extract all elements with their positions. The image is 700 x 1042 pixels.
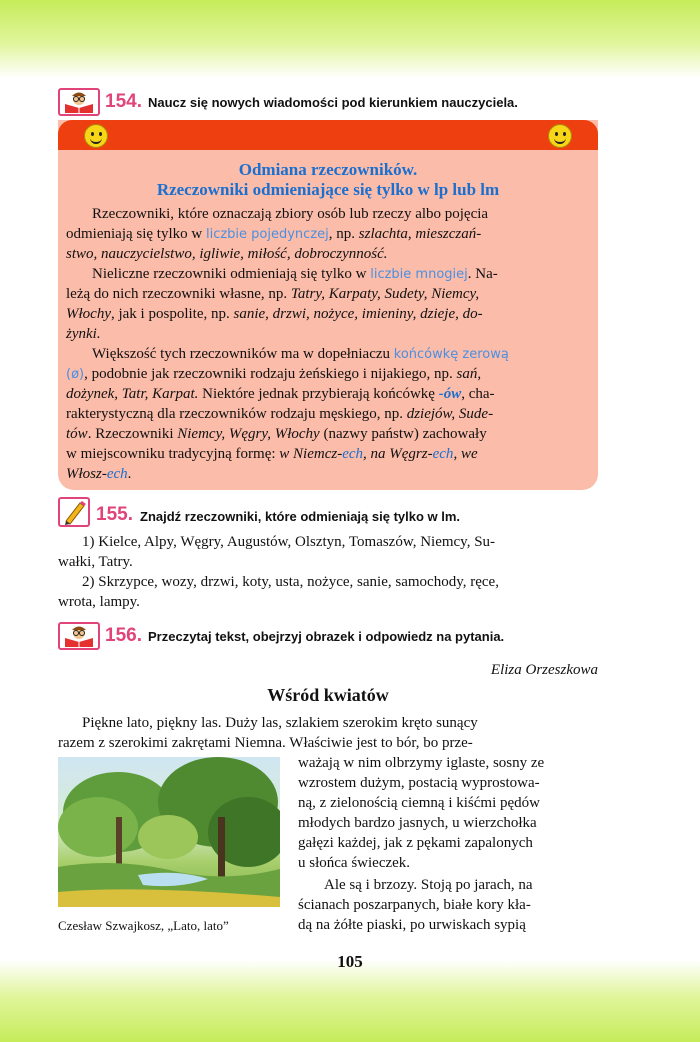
text-line: u słońca świeczek. bbox=[298, 855, 411, 871]
rule-text-line: stwo, nauczycielstwo, igliwie, miłość, dobroczynność. bbox=[66, 246, 388, 262]
text-line: Piękne lato, piękny las. Duży las, szlakiem szerokim kręto sunący bbox=[82, 715, 478, 731]
exercise-number: 154. bbox=[105, 91, 142, 112]
rule-header-bar bbox=[58, 120, 598, 150]
rule-title-line2: Rzeczowniki odmieniające się tylko w lp lub lm bbox=[156, 180, 500, 199]
text-title: Wśród kwiatów bbox=[267, 685, 389, 705]
bottom-green-band bbox=[0, 960, 700, 1042]
exercise-line: wałki, Tatry. bbox=[58, 554, 133, 570]
exercise-number: 155. bbox=[96, 504, 133, 525]
rule-text-line: Włochy, jak i pospolite, np. sanie, drzwi, nożyce, imieniny, dzieje, do- bbox=[66, 306, 483, 322]
rule-text-line: Rzeczowniki, które oznaczają zbiory osób lub rzeczy albo pojęcia bbox=[92, 206, 489, 222]
text-line: wzrostem dużym, postacią wyprostowa- bbox=[298, 775, 540, 791]
rule-text-line: dożynek, Tatr, Karpat. Niektóre jednak przybierają końcówkę -ów, cha- bbox=[66, 386, 495, 402]
exercise-line: 1) Kielce, Alpy, Węgry, Augustów, Olsztyn, Tomaszów, Niemcy, Su- bbox=[82, 534, 496, 550]
rule-text-line: Nieliczne rzeczowniki odmieniają się tylko w liczbie mnogiej. Na- bbox=[92, 266, 498, 282]
exercise-instruction: Przeczytaj tekst, obejrzyj obrazek i odpowiedz na pytania. bbox=[148, 629, 505, 644]
exercise-line: 2) Skrzypce, wozy, drzwi, koty, usta, nożyce, sanie, samochody, ręce, bbox=[82, 574, 499, 590]
rule-title-line1: Odmiana rzeczowników. bbox=[238, 160, 418, 179]
exercise-number: 156. bbox=[105, 625, 142, 646]
rule-text-line: odmieniają się tylko w liczbie pojedynczej, np. szlachta, mieszczań- bbox=[66, 226, 482, 242]
smiley-icon bbox=[548, 124, 572, 148]
text-line: dą na żółte piaski, po urwiskach sypią bbox=[298, 917, 526, 933]
exercise-instruction: Naucz się nowych wiadomości pod kierunkiem nauczyciela. bbox=[148, 95, 518, 110]
rule-text-line: w miejscowniku tradycyjną formę: w Niemcz-ech, na Węgrz-ech, we bbox=[66, 446, 478, 462]
painting-caption: Czesław Szwajkosz, „Lato, lato” bbox=[58, 918, 229, 933]
top-green-band bbox=[0, 0, 700, 78]
text-line: gałęzi każdej, jak z pękami zapalonych bbox=[298, 835, 533, 851]
exercise-instruction: Znajdź rzeczowniki, które odmieniają się tylko w lm. bbox=[140, 509, 461, 524]
rule-text-line: leżą do nich rzeczowniki własne, np. Tatry, Karpaty, Sudety, Niemcy, bbox=[66, 286, 480, 302]
text-line: ścianach poszarpanych, białe kory kła- bbox=[298, 897, 531, 913]
text-line: ną, z zielonością ciemną i kiśćmi pędów bbox=[298, 795, 540, 811]
rule-text-line: (ø), podobnie jak rzeczowniki rodzaju żeńskiego i nijakiego, np. sań, bbox=[66, 366, 482, 382]
rule-text-line: żynki. bbox=[66, 326, 101, 342]
rule-text-line: Włosz-ech. bbox=[66, 466, 132, 482]
rule-text-line: rakterystyczną dla rzeczowników rodzaju męskiego, np. dziejów, Sude- bbox=[66, 406, 494, 422]
text-line: młodych bardzo jasnych, u wierzchołka bbox=[298, 815, 537, 831]
author: Eliza Orzeszkowa bbox=[490, 662, 598, 678]
reading-boy-icon bbox=[58, 622, 100, 650]
painting bbox=[58, 757, 280, 907]
rule-text-line: tów. Rzeczowniki Niemcy, Węgry, Włochy (nazwy państw) zachowały bbox=[66, 426, 487, 442]
page-number: 105 bbox=[337, 952, 363, 971]
reading-boy-icon bbox=[58, 88, 100, 116]
smiley-icon bbox=[84, 124, 108, 148]
rule-text-line: Większość tych rzeczowników ma w dopełniaczu końcówkę zerową bbox=[92, 346, 509, 362]
text-line: razem z szerokimi zakrętami Niemna. Właściwie jest to bór, bo prze- bbox=[58, 735, 473, 751]
exercise-154-header bbox=[58, 88, 598, 116]
text-line: Ale są i brzozy. Stoją po jarach, na bbox=[324, 877, 533, 893]
text-line: ważają w nim olbrzymy iglaste, sosny ze bbox=[298, 755, 545, 771]
pencil-icon bbox=[58, 497, 90, 527]
exercise-156-header bbox=[58, 622, 598, 650]
exercise-line: wrota, lampy. bbox=[58, 594, 140, 610]
